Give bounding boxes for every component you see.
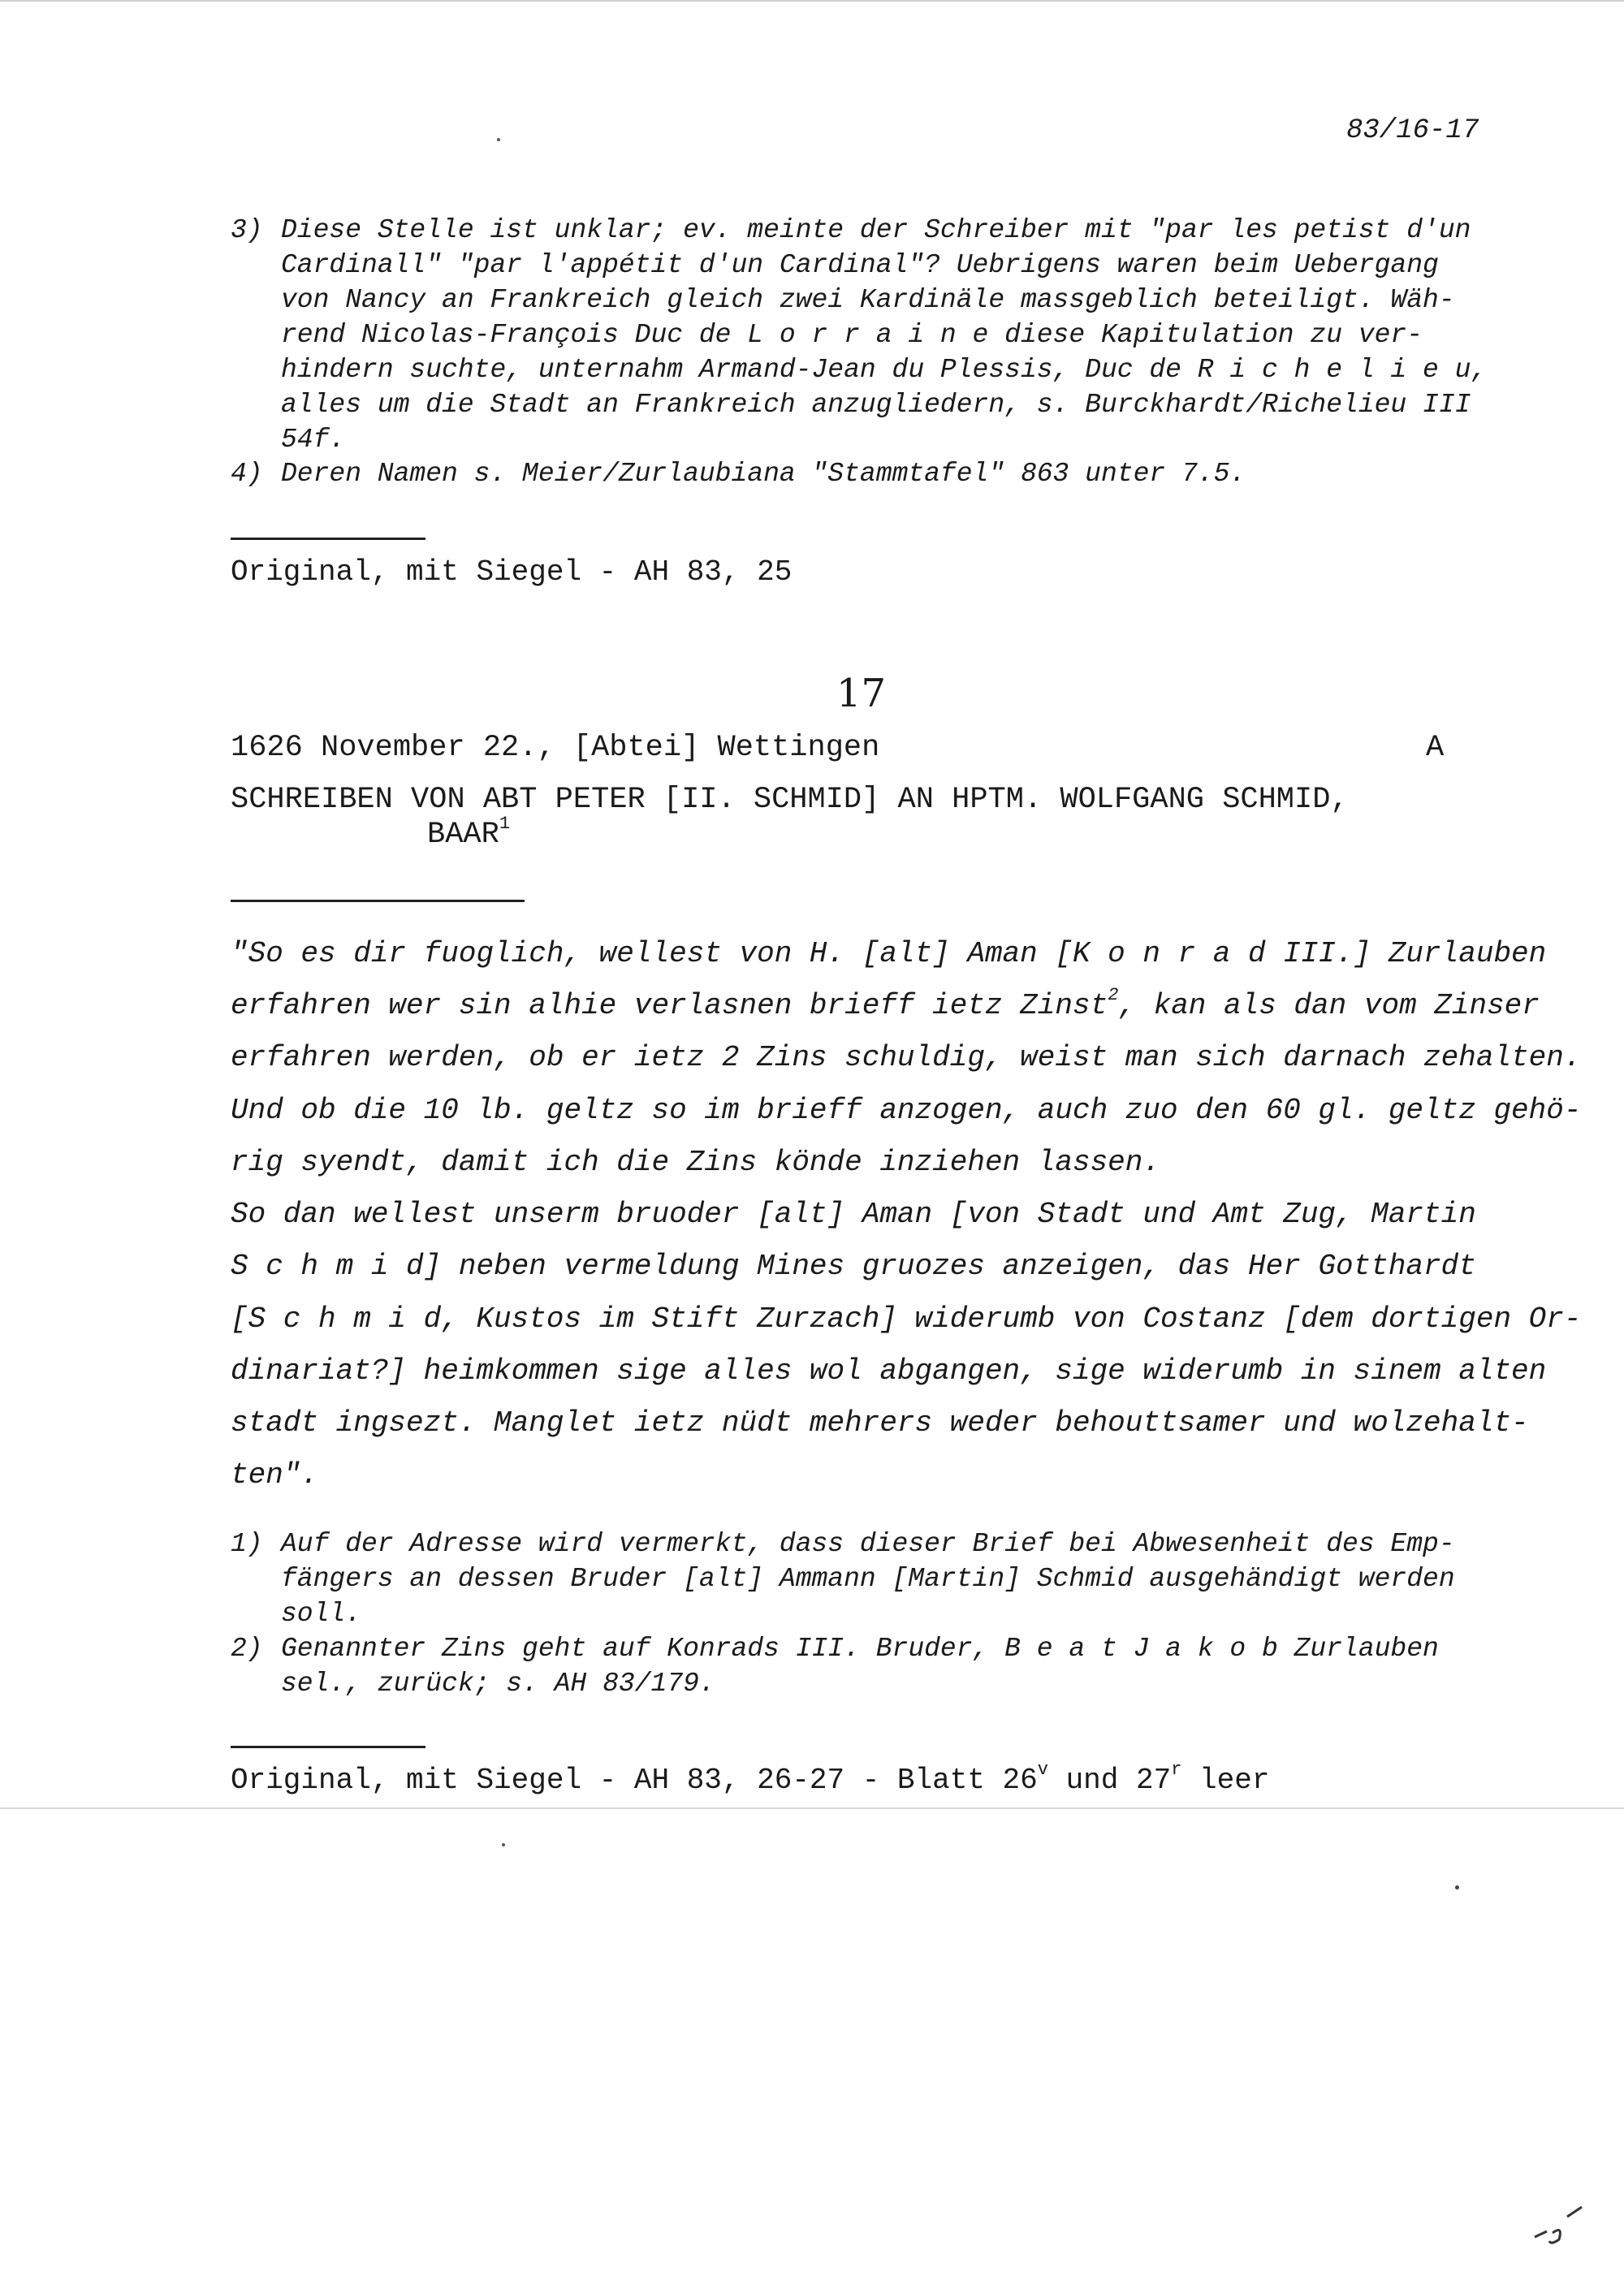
scan-top-edge [0,0,1624,2]
quote-line: ten". [231,1458,319,1492]
quote-line: stadt ingsezt. Manglet ietz nüdt mehrers weder behouttsamer und wolzehalt- [231,1406,1529,1440]
entry-title-text: BAAR [427,818,499,852]
quote-text: , kan als dan vom Zinser [1118,989,1540,1022]
folio-recto: r [1171,1760,1182,1780]
entry-footnote-2 [231,1631,1497,1708]
prev-source-line: Original, mit Siegel - AH 83, 25 [231,555,793,589]
separator-rule [231,900,525,902]
footnote-ref: 1 [499,813,511,834]
quote-line: So dan wellest unserm bruoder [alt] Aman [von Stadt und Amt Zug, Martin [231,1198,1476,1231]
entry-marker: A [1426,731,1445,765]
entry-footnote-1 [231,1527,1497,1640]
footnote-number: 4) [231,459,263,489]
quote-text: erfahren wer sin alhie verlasnen brieff ietz Zinst [231,989,1108,1022]
quote-line: dinariat?] heimkommen sige alles wol abgangen, sige widerumb in sinem alten [231,1354,1547,1388]
quote-line: Und ob die 10 lb. geltz so im brieff anzogen, auch zuo den 60 gl. geltz gehö- [231,1094,1582,1127]
entry-date-place: 1626 November 22., [Abtei] Wettingen [231,731,880,765]
footnote-number: 3) [231,215,263,245]
scan-speck [1455,1885,1459,1889]
separator-rule [231,1746,425,1748]
footnote-line: Diese Stelle ist unklar; ev. meinte der Schreiber mit "par les petist d'un [281,215,1471,245]
quote-line: erfahren werden, ob er ietz 2 Zins schuldig, weist man sich darnach zehalten. [231,1041,1582,1074]
source-text: Original, mit Siegel - AH 83, 26-27 - Blatt 26 [231,1764,1038,1797]
footnote-line: Deren Namen s. Meier/Zurlaubiana "Stammtafel" 863 unter 7.5. [281,459,1246,489]
prev-footnote-3 [231,213,1497,464]
footnote-line: Cardinall" "par l'appétit d'un Cardinal"? Uebrigens waren beim Uebergang [281,250,1439,280]
pencil-mark-icon [1527,2192,1592,2249]
quote-line: S c h m i d] neben vermeldung Mines gruozes anzeigen, das Her Gotthardt [231,1250,1476,1283]
footnote-line: soll. [281,1599,362,1629]
page-reference: 83/16-17 [1346,115,1479,146]
quote-line: rig syendt, damit ich die Zins könde inziehen lassen. [231,1146,1160,1179]
entry-title-line1: SCHREIBEN VON ABT PETER [II. SCHMID] AN HPTM. WOLFGANG SCHMID, [231,783,1349,817]
prev-footnote-4 [231,456,1497,493]
footnote-body [281,1527,1455,1631]
scan-speck [497,138,500,141]
footnote-body [281,456,1246,491]
footnote-line: Auf der Adresse wird vermerkt, dass dieser Brief bei Abwesenheit des Emp- [281,1529,1455,1559]
footnote-number: 2) [231,1634,263,1664]
quote-line: "So es dir fuoglich, wellest von H. [alt] Aman [K o n r a d III.] Zurlauben [231,937,1547,970]
scan-fold-line [0,1807,1624,1809]
footnote-number: 1) [231,1529,263,1559]
separator-rule [231,538,425,540]
footnote-line: hindern suchte, unternahm Armand-Jean du Plessis, Duc de R i c h e l i e u, [281,355,1488,385]
entry-title-line2 [427,813,511,852]
source-text: und 27 [1047,1764,1172,1797]
entry-source-line [231,1760,1270,1797]
footnote-line: 54f. [281,425,346,455]
footnote-line: fängers an dessen Bruder [alt] Ammann [Martin] Schmid ausgehändigt werden [281,1564,1455,1594]
footnote-body [281,1631,1439,1701]
footnote-ref: 2 [1108,985,1119,1005]
footnote-line: alles um die Stadt an Frankreich anzugliedern, s. Burckhardt/Richelieu III [281,390,1471,420]
folio-verso: v [1037,1760,1048,1780]
footnote-line: von Nancy an Frankreich gleich zwei Kardinäle massgeblich beteiligt. Wäh- [281,285,1455,315]
source-text: leer [1181,1764,1270,1797]
footnote-line: Genannter Zins geht auf Konrads III. Bruder, B e a t J a k o b Zurlauben [281,1634,1439,1664]
footnote-body [281,213,1487,457]
footnote-line: sel., zurück; s. AH 83/179. [281,1669,715,1699]
footnote-line: rend Nicolas-François Duc de L o r r a i n e diese Kapitulation zu ver- [281,320,1423,350]
entry-number: 17 [836,671,887,716]
scan-speck [502,1843,505,1846]
quote-line: [S c h m i d, Kustos im Stift Zurzach] widerumb von Costanz [dem dortigen Or- [231,1302,1582,1336]
quote-line [231,985,1540,1022]
